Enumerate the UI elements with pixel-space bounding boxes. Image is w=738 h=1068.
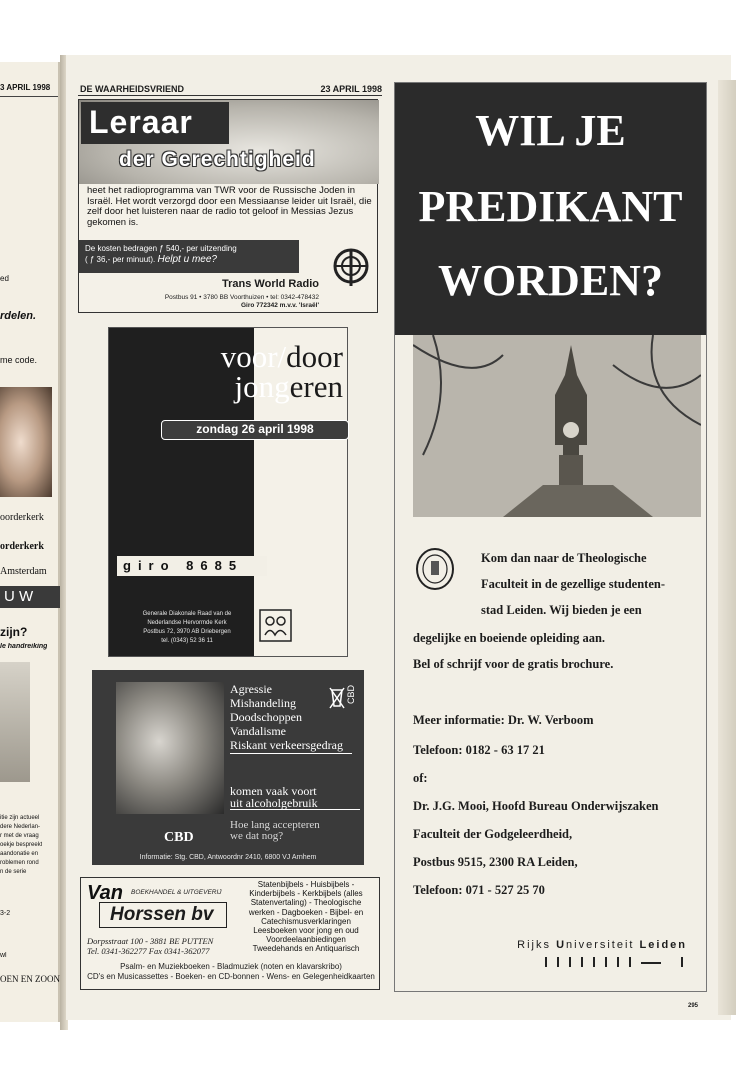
left-zoon: OEN EN ZOON [0, 974, 60, 984]
left-amsterdam: Amsterdam [0, 566, 47, 577]
crossed-glass-icon [328, 684, 362, 724]
ad5-contact-3: of: [413, 771, 428, 785]
ad1-cost-box [79, 240, 299, 273]
svg-text:CBD: CBD [346, 684, 356, 704]
ad3-problem-list: Agressie Mishandeling Doodschoppen Vandalisme Riskant verkeersgedrag [230, 682, 352, 754]
ad1-description: heet het radioprogramma van TWR voor de Russische Joden in Israël. Het wordt verzorgd door een Messiaanse leider uit Israël, die zelf door het luisteren naar de radio tot geloof in Messias Jezus gekomen is. [87, 185, 372, 228]
ad5-intro-line-4: degelijke en boeiende opleiding aan. [413, 631, 606, 645]
ad4-logo-name: Horssen bv [99, 902, 227, 928]
ad3-cbd-logo: CBD [164, 830, 194, 845]
page-number: 295 [688, 1003, 699, 1009]
ad5-contact-6: Postbus 9515, 2300 RA Leiden, [413, 855, 578, 869]
left-paragraph: itie zijn actueel dere Nederlan- r met de vraag oekje bespreekt aandonatie en roblemen rond n de serie [0, 815, 43, 875]
left-photo-2 [0, 662, 30, 782]
ad5-contact-2: Telefoon: 0182 - 63 17 21 [413, 743, 545, 757]
ad1-address: Postbus 91 • 3780 BB Voorthuizen • tel: 0342-478432 [164, 294, 319, 301]
ad5-headline-1: WIL JE [475, 106, 626, 155]
cbd-alcohol-ad [92, 670, 364, 865]
ad5-church-tower-photo [413, 335, 701, 517]
ad5-headline-2: PREDIKANT [418, 182, 683, 231]
left-text-rdelen: rdelen. [0, 310, 37, 322]
ad5-contact-4: Dr. J.G. Mooi, Hoofd Bureau Onderwijszaken [413, 799, 659, 813]
left-text-ed: ed [0, 274, 9, 283]
university-bar-logo-icon [545, 957, 685, 967]
ad4-logo-subtitle: BOEKHANDEL & UITGEVERIJ [131, 889, 222, 896]
left-girl-photo [0, 387, 52, 497]
header-rule [78, 95, 382, 96]
ad5-intro-line-1: Kom dan naar de Theologische [481, 551, 647, 565]
ad1-help-cta: Helpt u mee? [157, 254, 217, 265]
ad5-university-name: Rijks Universiteit Leiden [517, 939, 687, 951]
left-code-2: 3-2 [0, 910, 11, 917]
ad5-intro-line-5: Bel of schrijf voor de gratis brochure. [413, 657, 614, 671]
youth-giro-ad [108, 327, 348, 657]
left-date: 3 APRIL 1998 [0, 83, 51, 92]
leiden-seal-icon [415, 547, 455, 591]
ad3-info: Informatie: Stg. CBD, Antwoordnr 2410, 6800 VJ Arnhem [139, 854, 317, 861]
publication-name: DE WAARHEIDSVRIEND [80, 84, 185, 94]
left-text-code: me code. [0, 355, 38, 365]
ad3-face-photo [116, 682, 224, 814]
ad4-footer: Psalm- en Muziekboeken - Bladmuziek (noten en klavarskribo) CD's en Musicassettes - Boeken- en CD-bonnen - Wens- en Gelegenheidkaarten [87, 962, 375, 981]
ad3-question: Hoe lang accepteren we dat nog? [230, 819, 320, 842]
twr-radio-ad [78, 99, 378, 313]
ad1-cost-line1: De kosten bedragen ƒ 540,- per uitzending [85, 244, 237, 253]
ad5-headline-3: WORDEN? [438, 256, 663, 305]
header-date: 23 APRIL 1998 [320, 84, 382, 94]
left-handreiking: le handreiking [0, 643, 48, 650]
left-kerk-2: orderkerk [0, 541, 44, 552]
ad3-middle-text: komen vaak voort uit alcoholgebruik [230, 785, 360, 810]
ad5-intro-line-2: Faculteit in de gezellige studenten- [481, 577, 665, 591]
ad5-contact-1: Meer informatie: Dr. W. Verboom [413, 713, 594, 727]
ad2-date-badge: zondag 26 april 1998 [161, 420, 349, 440]
van-horssen-bookshop-ad [80, 877, 380, 990]
left-page-fragment [0, 62, 60, 1022]
left-header-rule [0, 96, 58, 97]
left-letters-bar: U W [0, 586, 62, 608]
ad5-intro-line-3: stad Leiden. Wij bieden je een [481, 603, 642, 617]
ad1-title-gerechtigheid: der Gerechtigheid [119, 148, 316, 171]
ad4-logo-van: Van [87, 882, 123, 904]
twr-globe-logo-icon [331, 248, 371, 288]
ad4-offer-list: Statenbijbels - Huisbijbels - Kinderbijbels - Kerkbijbels (alles Statenvertaling) - Theologische werken - Dagboeken - Bijbel- en Catechismusverklaringen Leesboeken voor jong en oud Voordeelaanbiedingen Tweedehands en Antiquarisch [248, 880, 364, 954]
left-wl: wl [0, 952, 7, 959]
ad1-giro: Giro 772342 m.v.v. 'Israël' [240, 302, 319, 309]
ad5-contact-5: Faculteit der Godgeleerdheid, [413, 827, 573, 841]
ad2-giro-number: giro 8685 [117, 556, 267, 576]
ad1-org-name: Trans World Radio [222, 278, 319, 290]
ad2-organisation: Generale Diakonale Raad van de Nederlandse Hervormde Kerk Postbus 72, 3970 AB Driebergen tel. (0343) 52 36 11 [142, 611, 232, 644]
left-kerk-1: oorderkerk [0, 512, 44, 523]
ad1-title-leraar: Leraar [81, 102, 229, 144]
left-zijn: zijn? [0, 625, 28, 639]
diaconal-council-logo-icon [259, 609, 292, 642]
ad1-cost-line2: ( ƒ 36,- per minuut). [85, 255, 156, 264]
ad5-headline-block [395, 83, 706, 335]
ad5-contact-7: Telefoon: 071 - 527 25 70 [413, 883, 545, 897]
ad2-headline: voor/door jongeren [220, 339, 343, 404]
ad4-address: Dorpsstraat 100 - 3881 BE PUTTEN Tel. 0341-362277 Fax 0341-362077 [87, 936, 214, 956]
theology-leiden-ad [394, 82, 707, 992]
page-edge [718, 80, 736, 1015]
